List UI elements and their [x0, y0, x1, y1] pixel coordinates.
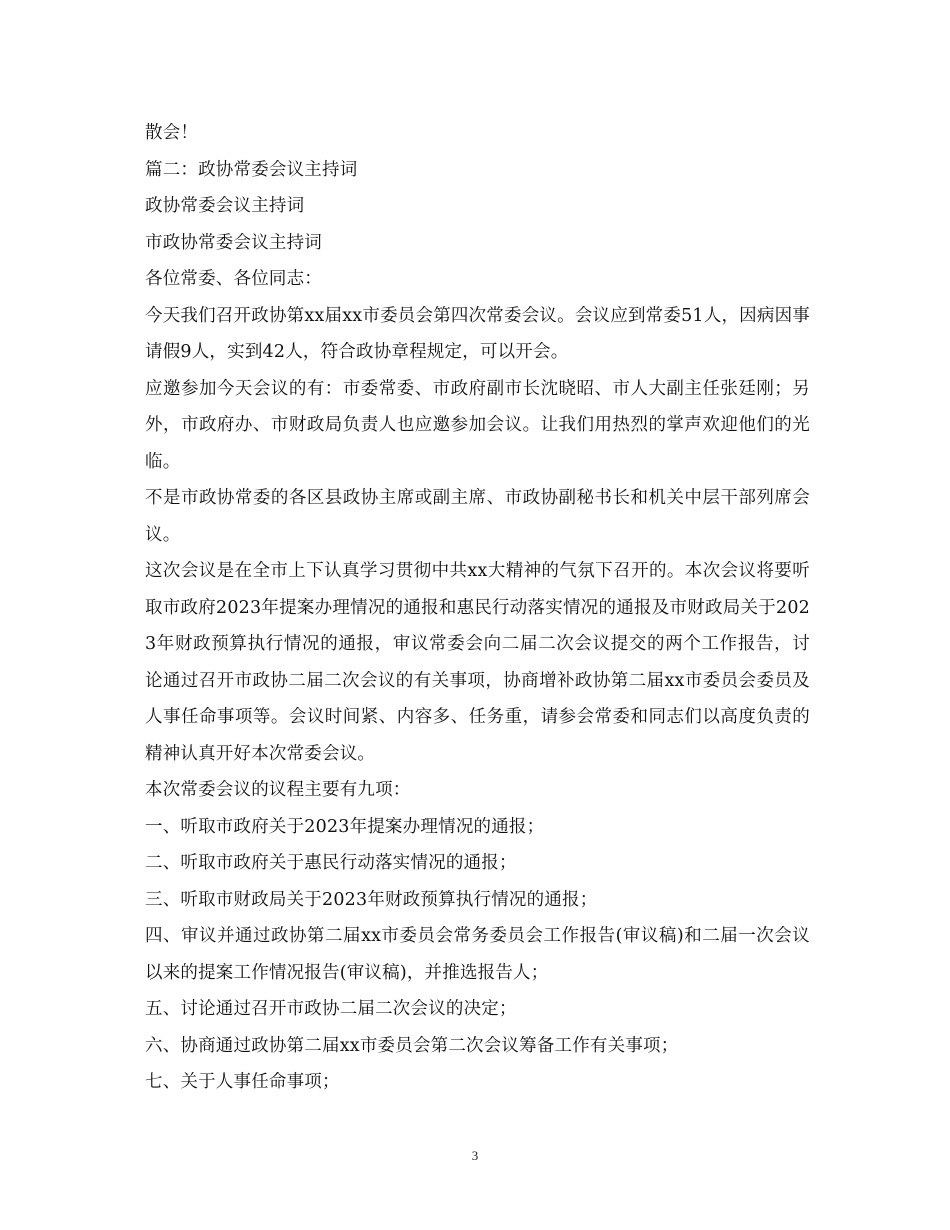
agenda-item: 三、听取市财政局关于2023年财政预算执行情况的通报；	[145, 889, 598, 910]
agenda-item: 四、审议并通过政协第二届xx市委员会常务委员会工作报告(审议稿)和二届一次会议以来的提案工作情况报告(审议稿)，并推选报告人；	[145, 926, 810, 983]
agenda-intro: 本次常委会议的议程主要有九项：	[145, 780, 411, 800]
agenda-item: 七、关于人事任命事项；	[145, 1072, 340, 1092]
agenda-item: 二、听取市政府关于惠民行动落实情况的通报；	[145, 853, 517, 873]
paragraph-closing: 散会！	[145, 123, 199, 143]
paragraph-meeting-purpose: 这次会议是在全市上下认真学习贯彻中共xx大精神的气氛下召开的。本次会议将要听取市政府2023年提案办理情况的通报和惠民行动落实情况的通报及市财政局关于2023年财政预算执行情况的通报，审议常委会向二届二次会议提交的两个工作报告，讨论通过召开市政协二届二次会议的有关事项，协商增补政协第二届xx市委员会委员及人事任命事项等。会议时间紧、内容多、任务重，请参会常委和同志们以高度负责的精神认真开好本次常委会议。	[145, 561, 810, 764]
page-number: 3	[471, 1148, 479, 1163]
salutation: 各位常委、各位同志：	[145, 269, 322, 289]
agenda-item: 六、协商通过政协第二届xx市委员会第二次会议筹备工作有关事项；	[145, 1035, 679, 1056]
paragraph-invited-guests: 应邀参加今天会议的有：市委常委、市政府副市长沈晓昭、市人大副主任张廷刚；另外，市政府办、市财政局负责人也应邀参加会议。让我们用热烈的掌声欢迎他们的光临。	[145, 378, 810, 472]
paragraph-attendance: 今天我们召开政协第xx届xx市委员会第四次常委会议。会议应到常委51人，因病因事请假9人，实到42人，符合政协章程规定，可以开会。	[145, 305, 810, 362]
agenda-item: 五、讨论通过召开市政协二届二次会议的决定；	[145, 999, 517, 1019]
document-body	[145, 115, 810, 1101]
section-heading: 篇二：政协常委会议主持词	[145, 159, 358, 180]
document-title: 政协常委会议主持词	[145, 196, 305, 216]
document-subtitle: 市政协常委会议主持词	[145, 232, 322, 253]
paragraph-observers: 不是市政协常委的各区县政协主席或副主席、市政协副秘书长和机关中层干部列席会议。	[145, 488, 810, 545]
agenda-item: 一、听取市政府关于2023年提案办理情况的通报；	[145, 816, 545, 837]
